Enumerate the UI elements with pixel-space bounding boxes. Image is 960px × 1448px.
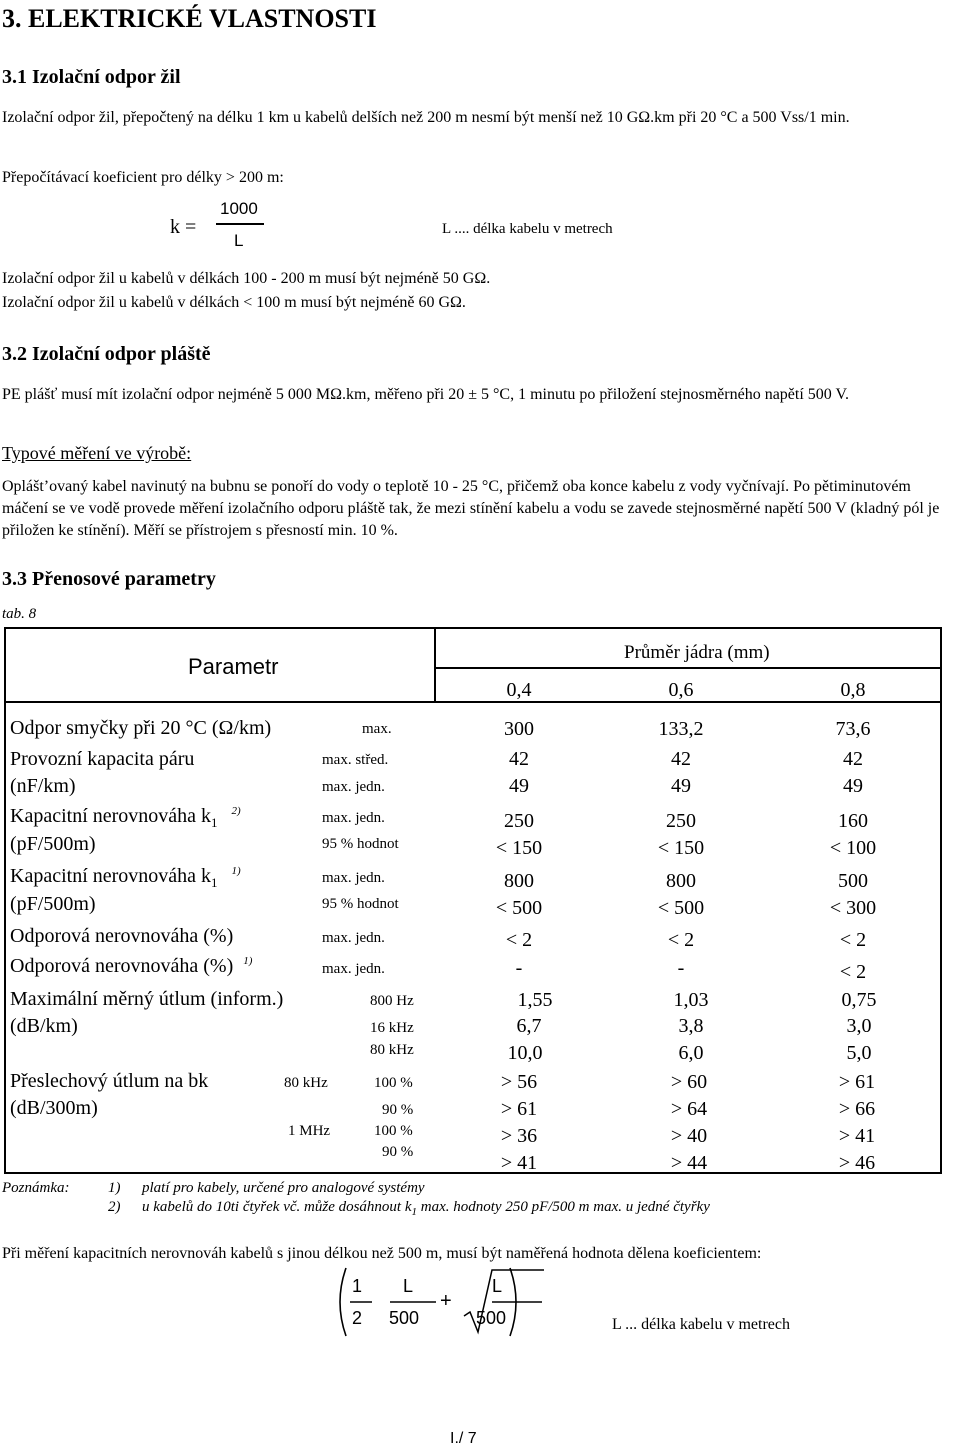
note-2-number: 2) — [108, 1199, 121, 1215]
note-1-number: 1) — [108, 1180, 121, 1196]
sheath-paragraph: PE plášť musí mít izolační odpor nejméně 5 000 MΩ.km, měřeno při 20 ± 5 °C, 1 minutu po přiložení stejnosměrného napětí 500 V. — [2, 386, 849, 403]
subsection-3-3-heading: 3.3 Přenosové parametry — [2, 568, 216, 590]
percent: 90 % — [382, 1102, 414, 1118]
diameter-header: Průměr jádra (mm) — [624, 642, 770, 663]
table-cell: > 46 — [838, 1152, 876, 1174]
label-sub: 1 — [211, 875, 218, 890]
table-cell: < 150 — [495, 837, 543, 859]
table-cell: 133,2 — [658, 718, 704, 740]
label-text: Kapacitní nerovnováha k — [10, 865, 212, 887]
capacitance-cond-2: max. jedn. — [322, 779, 385, 795]
table-cell: > 36 — [500, 1125, 538, 1147]
table-cell: > 40 — [670, 1125, 708, 1147]
crosstalk-unit: (dB/300m) — [10, 1097, 98, 1119]
percent: 90 % — [382, 1144, 414, 1160]
fraction-numerator: 1000 — [220, 199, 258, 218]
table-cell: < 150 — [657, 837, 705, 859]
table-cell: 300 — [504, 718, 534, 740]
coefficient-paragraph: Při měření kapacitních nerovnováh kabelů s jinou délkou než 500 m, musí být naměřená hodnota dělena koeficientem: — [2, 1245, 762, 1262]
table-cell: 800 — [666, 870, 696, 892]
table-cell: 250 — [666, 810, 696, 832]
insulation-line-1: Izolační odpor žil u kabelů v délkách 100 - 200 m musí být nejméně 50 GΩ. — [2, 270, 491, 287]
fraction-denominator: L — [234, 231, 244, 250]
subsection-3-1-heading: 3.1 Izolační odpor žil — [2, 66, 181, 88]
header-divider-vertical — [434, 629, 436, 701]
table-cell: 160 — [838, 810, 868, 832]
note-2-sub: 1 — [411, 1206, 418, 1218]
table-cell: > 41 — [838, 1125, 876, 1147]
label-text: Kapacitní nerovnováha k — [10, 805, 212, 827]
loop-resistance-label: Odpor smyčky při 20 °C (Ω/km) — [10, 717, 272, 739]
table-label: tab. 8 — [2, 606, 37, 622]
footnote-ref: 1) — [243, 955, 253, 968]
f1-num: 1 — [352, 1276, 363, 1296]
table-cell: 800 — [504, 870, 534, 892]
table-cell: 0,75 — [841, 989, 877, 1011]
table-cell: < 500 — [495, 897, 543, 919]
table-cell: > 56 — [500, 1071, 538, 1093]
crosstalk-label: Přeslechový útlum na bk — [10, 1070, 209, 1092]
attenuation-unit: (dB/km) — [10, 1015, 78, 1037]
left-bracket — [340, 1268, 346, 1336]
cond-1: max. jedn. — [322, 810, 385, 826]
table-cell: - — [677, 957, 685, 979]
table-cell: > 60 — [670, 1071, 708, 1093]
footnote-ref: 1) — [231, 865, 241, 878]
diameter-0-4: 0,4 — [506, 679, 532, 701]
table-cell: 49 — [671, 775, 691, 797]
table-cell: 500 — [838, 870, 868, 892]
table-cell: 1,03 — [673, 989, 709, 1011]
table-cell: < 2 — [839, 961, 867, 983]
capacitance-unit: (nF/km) — [10, 775, 76, 797]
cond-2: 95 % hodnot — [322, 836, 399, 852]
length-note: L .... délka kabelu v metrech — [442, 221, 613, 237]
table-cell: > 41 — [500, 1152, 538, 1174]
capacitance-cond-1: max. střed. — [322, 752, 389, 768]
f3-den: 500 — [476, 1308, 507, 1328]
attenuation-label: Maximální měrný útlum (inform.) — [10, 988, 284, 1010]
type-test-heading: Typové měření ve výrobě: — [2, 443, 192, 463]
freq: 800 Hz — [370, 993, 414, 1009]
f3-num: L — [492, 1276, 503, 1296]
plus-sign: + — [440, 1290, 452, 1312]
insulation-line-2: Izolační odpor žil u kabelů v délkách < 100 m musí být nejméně 60 GΩ. — [2, 294, 466, 311]
table-cell: < 2 — [505, 929, 533, 951]
table-cell: > 61 — [838, 1071, 876, 1093]
table-cell: 6,0 — [678, 1042, 704, 1064]
cond: max. jedn. — [322, 961, 385, 977]
table-cell: 250 — [504, 810, 534, 832]
table-cell: 73,6 — [835, 718, 871, 740]
f2-den: 500 — [389, 1308, 420, 1328]
table-cell: 10,0 — [507, 1042, 543, 1064]
freq: 80 kHz — [370, 1042, 414, 1058]
cap-unbalance-unit: (pF/500m) — [10, 893, 96, 915]
param-header: Parametr — [188, 654, 279, 679]
cap-unbalance-unit: (pF/500m) — [10, 833, 96, 855]
note-2-part-b: max. hodnoty 250 pF/500 m max. u jedné čtyřky — [417, 1199, 710, 1215]
resist-unbalance-label: Odporová nerovnováha (%) — [10, 925, 234, 947]
subsection-3-2-heading: 3.2 Izolační odpor pláště — [2, 343, 211, 365]
cond: max. jedn. — [322, 930, 385, 946]
percent: 100 % — [374, 1123, 413, 1139]
label-sub: 1 — [211, 815, 218, 830]
f1-den: 2 — [352, 1308, 363, 1328]
length-note-2: L ... délka kabelu v metrech — [612, 1316, 790, 1333]
footnote-ref: 2) — [231, 805, 241, 818]
coefficient-label: Přepočítávací koeficient pro délky > 200 m: — [2, 169, 284, 186]
table-cell: < 300 — [829, 897, 877, 919]
resist-unbalance-label-2 — [10, 955, 252, 978]
table-cell: < 2 — [839, 929, 867, 951]
cond-2: 95 % hodnot — [322, 896, 399, 912]
k-equals: k = — [170, 216, 197, 238]
label-text: Odporová nerovnováha (%) — [10, 955, 234, 977]
fraction-bar — [216, 223, 264, 225]
table-cell: < 2 — [667, 929, 695, 951]
note-2-text — [142, 1199, 710, 1216]
table-cell: 42 — [509, 748, 529, 770]
capacitance-label: Provozní kapacita páru — [10, 748, 195, 770]
cap-unbalance-k1-2-label — [10, 805, 241, 828]
note-1-text: platí pro kabely, určené pro analogové systémy — [142, 1180, 425, 1196]
table-cell: > 44 — [670, 1152, 708, 1174]
parameters-table — [4, 627, 942, 1174]
table-cell: 3,8 — [678, 1015, 704, 1037]
percent: 100 % — [374, 1075, 413, 1091]
table-cell: < 100 — [829, 837, 877, 859]
table-cell: > 66 — [838, 1098, 876, 1120]
table-cell: 42 — [671, 748, 691, 770]
f2-num: L — [403, 1276, 414, 1296]
cond-1: max. jedn. — [322, 870, 385, 886]
table-cell: > 64 — [670, 1098, 708, 1120]
cap-unbalance-k1-1-label — [10, 865, 241, 888]
notes-label: Poznámka: — [2, 1180, 70, 1196]
note-2-part-a: u kabelů do 10ti čtyřek vč. může dosáhnout k — [142, 1199, 412, 1215]
freq: 1 MHz — [288, 1123, 331, 1139]
type-test-paragraph: Opláštʼovaný kabel navinutý na bubnu se ponoří do vody o teplotě 10 - 25 °C, přičemž oba konce kabelu z vody vyčnívají. Po pětiminutovém máčení se ve vodě provede měření izolačního odporu pláště tak, že mezi stínění kabelu a vodu se zavede stejnosměrné napětí 500 V (kladný pól je přiložen ke stínění). Měří se přístrojem s přesností min. 10 %. — [2, 478, 940, 539]
header-divider-horizontal — [434, 667, 940, 669]
table-cell: 6,7 — [516, 1015, 542, 1037]
table-cell: < 500 — [657, 897, 705, 919]
freq: 80 kHz — [284, 1075, 328, 1091]
diameter-0-8: 0,8 — [840, 679, 866, 701]
table-cell: 42 — [843, 748, 863, 770]
page-number: I./ 7 — [450, 1430, 477, 1447]
table-cell: - — [515, 957, 523, 979]
table-cell: 3,0 — [846, 1015, 872, 1037]
table-cell: 1,55 — [517, 989, 553, 1011]
insulation-paragraph: Izolační odpor žil, přepočtený na délku 1 km u kabelů delších než 200 m nesmí být menší než 10 GΩ.km při 20 °C a 500 Vss/1 min. — [2, 109, 850, 126]
table-cell: 49 — [843, 775, 863, 797]
table-cell: 5,0 — [846, 1042, 872, 1064]
table-cell: 49 — [509, 775, 529, 797]
table-cell: > 61 — [500, 1098, 538, 1120]
freq: 16 kHz — [370, 1020, 414, 1036]
diameter-0-6: 0,6 — [668, 679, 694, 701]
section-heading: 3. ELEKTRICKÉ VLASTNOSTI — [2, 4, 377, 33]
loop-resistance-cond: max. — [362, 721, 392, 737]
